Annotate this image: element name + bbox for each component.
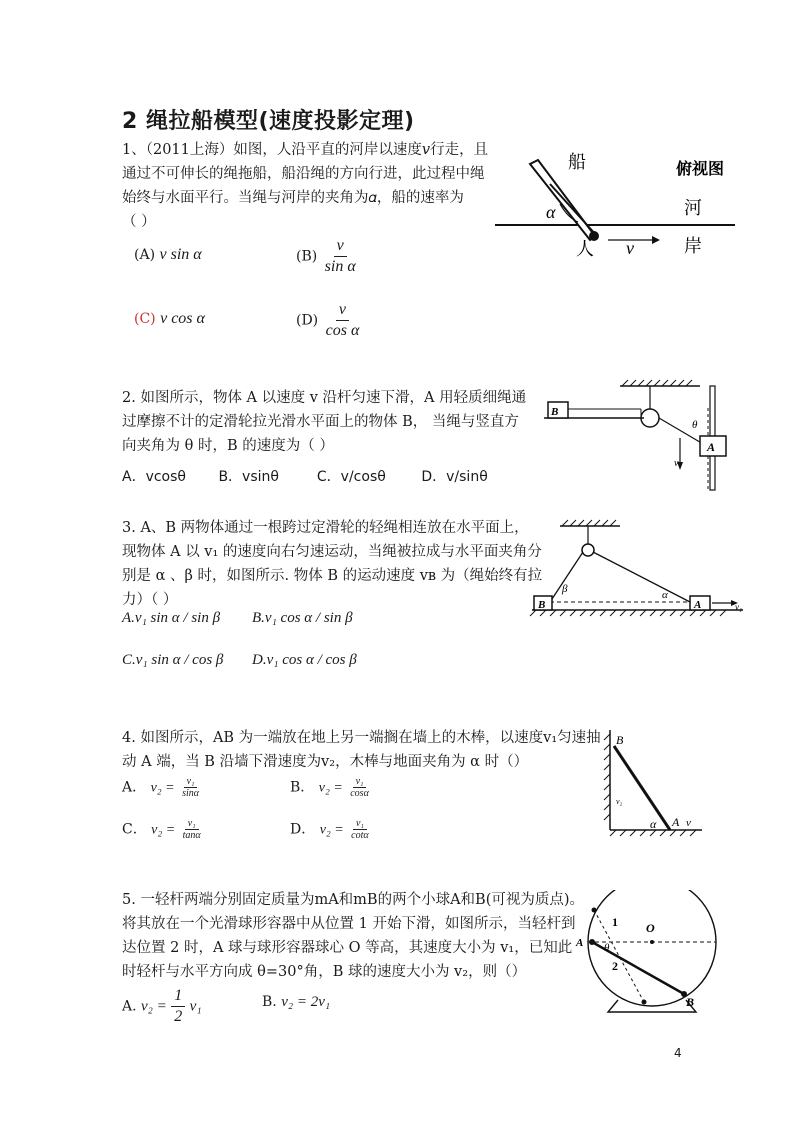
q4-label-b: B [616, 733, 624, 747]
q4-option-a [122, 776, 202, 799]
q1-v-label: v [626, 238, 634, 258]
q3-option-a: A.v₁ sin α / sin β [122, 610, 221, 626]
q2-option-a: A．vcosθ [122, 469, 186, 485]
q3-rope-a [593, 552, 690, 602]
q4-option-c-lhs: v₂ = [151, 822, 176, 838]
q4-option-c-num: v₁ [185, 818, 199, 830]
q3-option-d: D.v₁ cos α / cos β [252, 652, 357, 668]
q4-option-b-lhs: v₂ = [318, 780, 343, 796]
q5-line: 将其放在一个光滑球形容器中从位置 1 开始下滑，如图所示，当轻杆到 [122, 916, 576, 932]
q1-river-label: 河 [684, 198, 702, 218]
q5-text [122, 888, 584, 984]
q4-option-d-lhs: v₂ = [319, 822, 344, 838]
q5-option-b-label: B. [262, 994, 277, 1010]
q5-option-a [122, 986, 202, 1027]
q4-option-b [290, 776, 372, 799]
q1-option-c-expr: v cos α [160, 310, 205, 327]
q5-option-a-den: 2 [174, 1008, 183, 1025]
page-title: 2 绳拉船模型(速度投影定理) [122, 109, 415, 134]
q5-option-a-num: 1 [171, 986, 185, 1007]
q2-line: 过摩擦不计的定滑轮拉光滑水平面上的物体 B， 当绳与竖直方 [122, 414, 519, 430]
q5-label-2: 2 [612, 959, 618, 973]
q4-rod [614, 746, 670, 830]
q3-label-b: B [538, 599, 546, 611]
boat-icon [530, 160, 597, 240]
q1-person-label: 人 [576, 239, 594, 259]
q2-label-b: B [551, 406, 559, 418]
q2-line: 2. 如图所示，物体 A 以速度 v 沿杆匀速下滑，A 用轻质细绳通 [122, 390, 527, 406]
q1-line: 始终与水面平行。当绳与河岸的夹角为𝛼，船的速率为 [122, 190, 464, 206]
q3-option-c: C.v₁ sin α / cos β [122, 652, 224, 668]
q4-option-a-den: sinα [182, 788, 199, 799]
q4-label-v2: v₂ [616, 797, 623, 806]
q3-line: 别是 α 、β 时，如图所示. 物体 B 的运动速度 vв 为（绳始终有拉 [122, 568, 543, 584]
page-number: 4 [674, 1046, 682, 1060]
q3-label-a: A [694, 599, 702, 611]
q2-option-b: B．vsinθ [218, 469, 279, 485]
q1-option-d-num: v [336, 300, 349, 321]
q3-figure [528, 518, 753, 623]
q3-text [122, 516, 542, 612]
q1-option-b-den: sin α [324, 258, 356, 275]
q3-label-v1: v₁ [735, 602, 743, 612]
q1-option-a-expr: v sin α [159, 246, 202, 263]
q5-option-a-rhs: v₁ [189, 998, 202, 1015]
q5-line: 5. 一轻杆两端分别固定质量为mA和mB的两个小球A和B(可视为质点)。 [122, 892, 585, 908]
q1-option-d-den: cos α [325, 322, 360, 339]
q1-option-c-label: (C) [134, 311, 156, 327]
q3-option-b: B.v₁ cos α / sin β [252, 610, 353, 626]
q4-line: 动 A 端，当 B 沿墙下滑速度为v₂，木棒与地面夹角为 α 时（） [122, 754, 529, 770]
q5-label-o: O [646, 921, 655, 935]
q4-option-c [122, 818, 204, 841]
q5-option-a-label: A. [122, 998, 137, 1015]
q2-option-d: D．v/sinθ [421, 469, 488, 485]
q3-line: 现物体 A 以 v₁ 的速度向右匀速运动，当绳被拉成与水平面夹角分 [122, 544, 542, 560]
q1-option-d [296, 300, 362, 341]
q5-label-a: A [576, 937, 584, 949]
q1-bank-label: 岸 [684, 236, 702, 256]
q4-option-d-num: v₁ [353, 818, 367, 830]
q1-line: （ ） [122, 214, 156, 230]
q1-line: 1、（2011上海）如图，人沿平直的河岸以速度𝑣行走，且 [122, 142, 489, 158]
q5-label-b: B [686, 995, 695, 1009]
q4-option-a-num: v₁ [184, 776, 198, 788]
q5-center [650, 940, 654, 944]
q1-option-b-label: (B) [296, 248, 318, 265]
q4-option-a-label: A． [122, 779, 147, 796]
q3-pulley [582, 544, 594, 556]
q3-line: 3. A、B 两物体通过一根跨过定滑轮的轻绳相连放在水平面上， [122, 520, 529, 536]
q2-label-theta: θ [692, 419, 698, 431]
q5-line: 达位置 2 时，A 球与球形容器球心 O 等高，其速度大小为 v₁，已知此 [122, 940, 573, 956]
q4-option-d-den: cotα [351, 830, 369, 841]
q4-text [122, 726, 601, 774]
q1-option-c [134, 310, 205, 328]
q4-option-a-lhs: v₂ = [150, 780, 175, 796]
q1-boat-label: 船 [568, 152, 586, 172]
q5-option-b [262, 994, 330, 1011]
q4-line: 4. 如图所示，AB 为一端放在地上另一端搁在墙上的木棒，以速度v₁匀速抽 [122, 730, 601, 746]
q2-options [122, 466, 511, 486]
q5-option-b-expr: v₂ = 2v₁ [281, 994, 331, 1010]
q1-option-a-label: (A) [134, 247, 156, 263]
q5-figure [572, 890, 732, 1018]
q2-text [122, 386, 526, 458]
q1-option-d-label: (D) [296, 312, 319, 329]
q4-option-b-label: B． [290, 779, 315, 796]
q4-option-d [290, 818, 372, 841]
q4-label-alpha: α [650, 817, 657, 831]
q1-view-label: 俯视图 [676, 161, 725, 178]
q3-line: 力）（ ） [122, 592, 178, 608]
q2-line: 向夹角为 θ 时，B 的速度为（ ） [122, 438, 334, 454]
q4-option-b-den: cosα [350, 788, 369, 799]
q1-line: 通过不可伸长的绳拖船，船沿绳的方向行进，此过程中绳 [122, 166, 485, 182]
q4-option-c-label: C． [122, 821, 147, 838]
q1-option-b [296, 236, 359, 277]
q1-option-b-num: v [334, 236, 347, 257]
q2-option-c: C．v/cosθ [316, 469, 386, 485]
q1-text [122, 138, 488, 234]
q5-label-1: 1 [612, 915, 618, 929]
q4-figure [596, 724, 706, 840]
q5-option-a-lhs: v₂ = [141, 998, 167, 1015]
q2-figure [540, 378, 745, 493]
q3-label-beta: β [562, 583, 568, 595]
q5-label-theta: θ [604, 942, 610, 954]
q4-option-c-den: tanα [182, 830, 201, 841]
q1-option-a [134, 246, 202, 264]
q4-option-d-label: D． [290, 821, 316, 838]
q4-label-v: v [686, 817, 691, 829]
q5-ball-a [589, 939, 595, 945]
q2-label-v: v [674, 458, 679, 469]
q3-label-alpha: α [662, 589, 668, 601]
q5-line: 时轻杆与水平方向成 θ=30°角，B 球的速度大小为 v₂，则（） [122, 964, 527, 980]
q2-label-a: A [707, 440, 716, 454]
q4-label-a: A [672, 815, 680, 829]
q1-figure [490, 150, 740, 260]
q4-option-b-num: v₁ [353, 776, 367, 788]
q1-alpha-label: α [546, 202, 556, 222]
